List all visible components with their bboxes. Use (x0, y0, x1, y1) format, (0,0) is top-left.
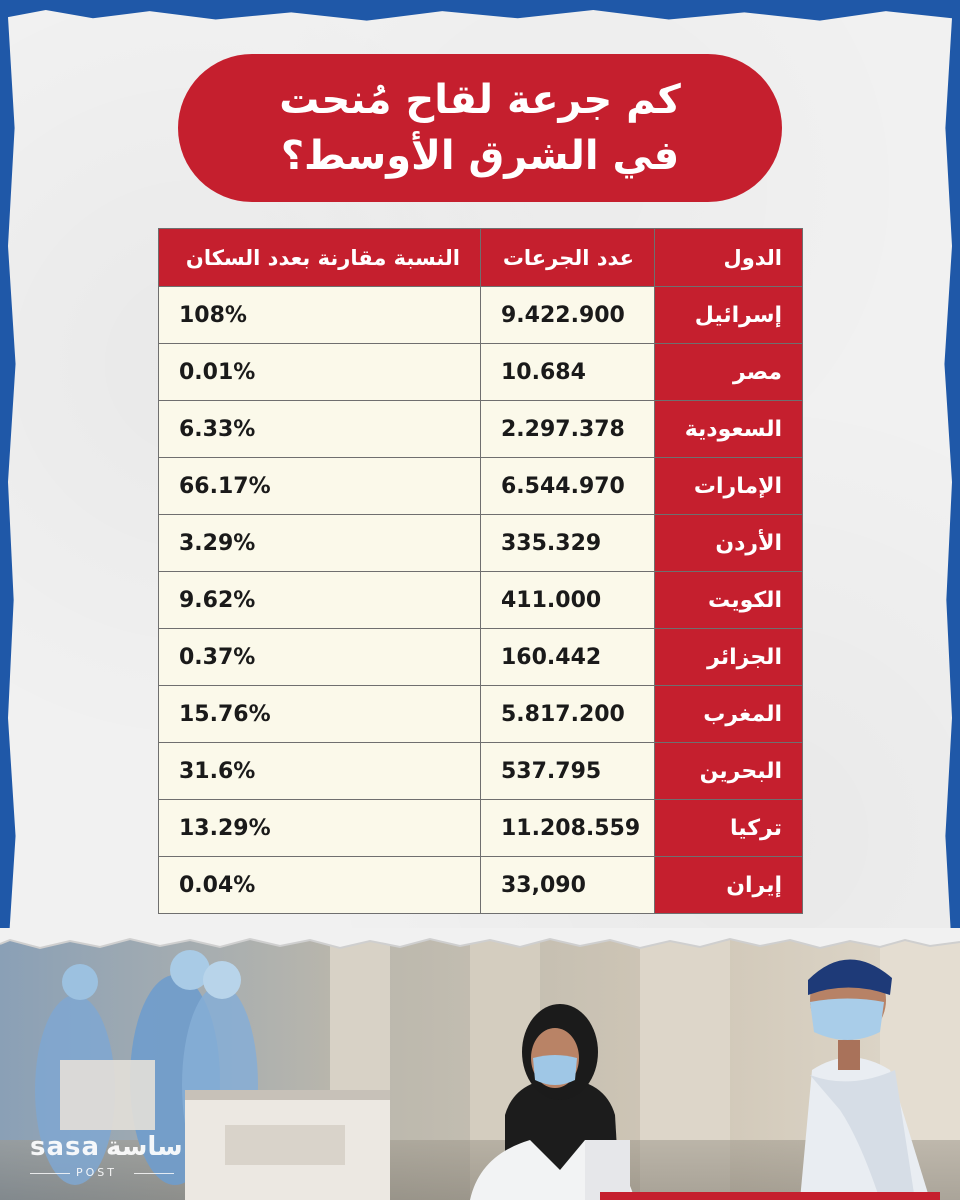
logo-arabic-text: ساسة (106, 1132, 183, 1162)
country-cell: تركيا (655, 800, 803, 857)
country-cell: مصر (655, 344, 803, 401)
doses-cell: 2.297.378 (481, 401, 655, 458)
country-cell: الكويت (655, 572, 803, 629)
title-line-2: في الشرق الأوسط؟ (280, 133, 680, 179)
sasa-post-logo (30, 1132, 190, 1180)
table-row (159, 572, 803, 629)
header-country: الدول (655, 229, 803, 287)
country-cell: الجزائر (655, 629, 803, 686)
title-line-1: كم جرعة لقاح مُنحت (279, 77, 681, 123)
percentage-cell: 15.76% (159, 686, 481, 743)
table-row (159, 401, 803, 458)
table-row (159, 686, 803, 743)
bottom-accent-strip (600, 1192, 940, 1200)
table-row (159, 629, 803, 686)
doses-cell: 11.208.559 (481, 800, 655, 857)
doses-cell: 160.442 (481, 629, 655, 686)
logo-divider-left (30, 1173, 70, 1174)
doses-cell: 5.817.200 (481, 686, 655, 743)
table-row (159, 458, 803, 515)
logo-divider-right (134, 1173, 174, 1174)
doses-cell: 9.422.900 (481, 287, 655, 344)
table-row (159, 515, 803, 572)
vaccine-doses-table (158, 228, 803, 914)
doses-cell: 33,090 (481, 857, 655, 914)
country-cell: الإمارات (655, 458, 803, 515)
doses-cell: 411.000 (481, 572, 655, 629)
percentage-cell: 3.29% (159, 515, 481, 572)
logo-post-text: POST (76, 1166, 117, 1179)
percentage-cell: 66.17% (159, 458, 481, 515)
logo-latin-text: sasa (30, 1132, 101, 1162)
table-row (159, 344, 803, 401)
header-percentage: النسبة مقارنة بعدد السكان (159, 229, 481, 287)
country-cell: المغرب (655, 686, 803, 743)
title-banner (178, 54, 782, 202)
country-cell: البحرين (655, 743, 803, 800)
percentage-cell: 0.01% (159, 344, 481, 401)
doses-cell: 10.684 (481, 344, 655, 401)
percentage-cell: 31.6% (159, 743, 481, 800)
torn-paper-edge (0, 928, 960, 954)
country-cell: السعودية (655, 401, 803, 458)
percentage-cell: 9.62% (159, 572, 481, 629)
doses-cell: 537.795 (481, 743, 655, 800)
country-cell: الأردن (655, 515, 803, 572)
percentage-cell: 108% (159, 287, 481, 344)
doses-cell: 6.544.970 (481, 458, 655, 515)
table-row (159, 287, 803, 344)
percentage-cell: 13.29% (159, 800, 481, 857)
percentage-cell: 0.37% (159, 629, 481, 686)
table-row (159, 743, 803, 800)
country-cell: إيران (655, 857, 803, 914)
percentage-cell: 6.33% (159, 401, 481, 458)
percentage-cell: 0.04% (159, 857, 481, 914)
doses-cell: 335.329 (481, 515, 655, 572)
table-row (159, 800, 803, 857)
table-row (159, 857, 803, 914)
table-header-row (159, 229, 803, 287)
header-doses: عدد الجرعات (481, 229, 655, 287)
country-cell: إسرائيل (655, 287, 803, 344)
